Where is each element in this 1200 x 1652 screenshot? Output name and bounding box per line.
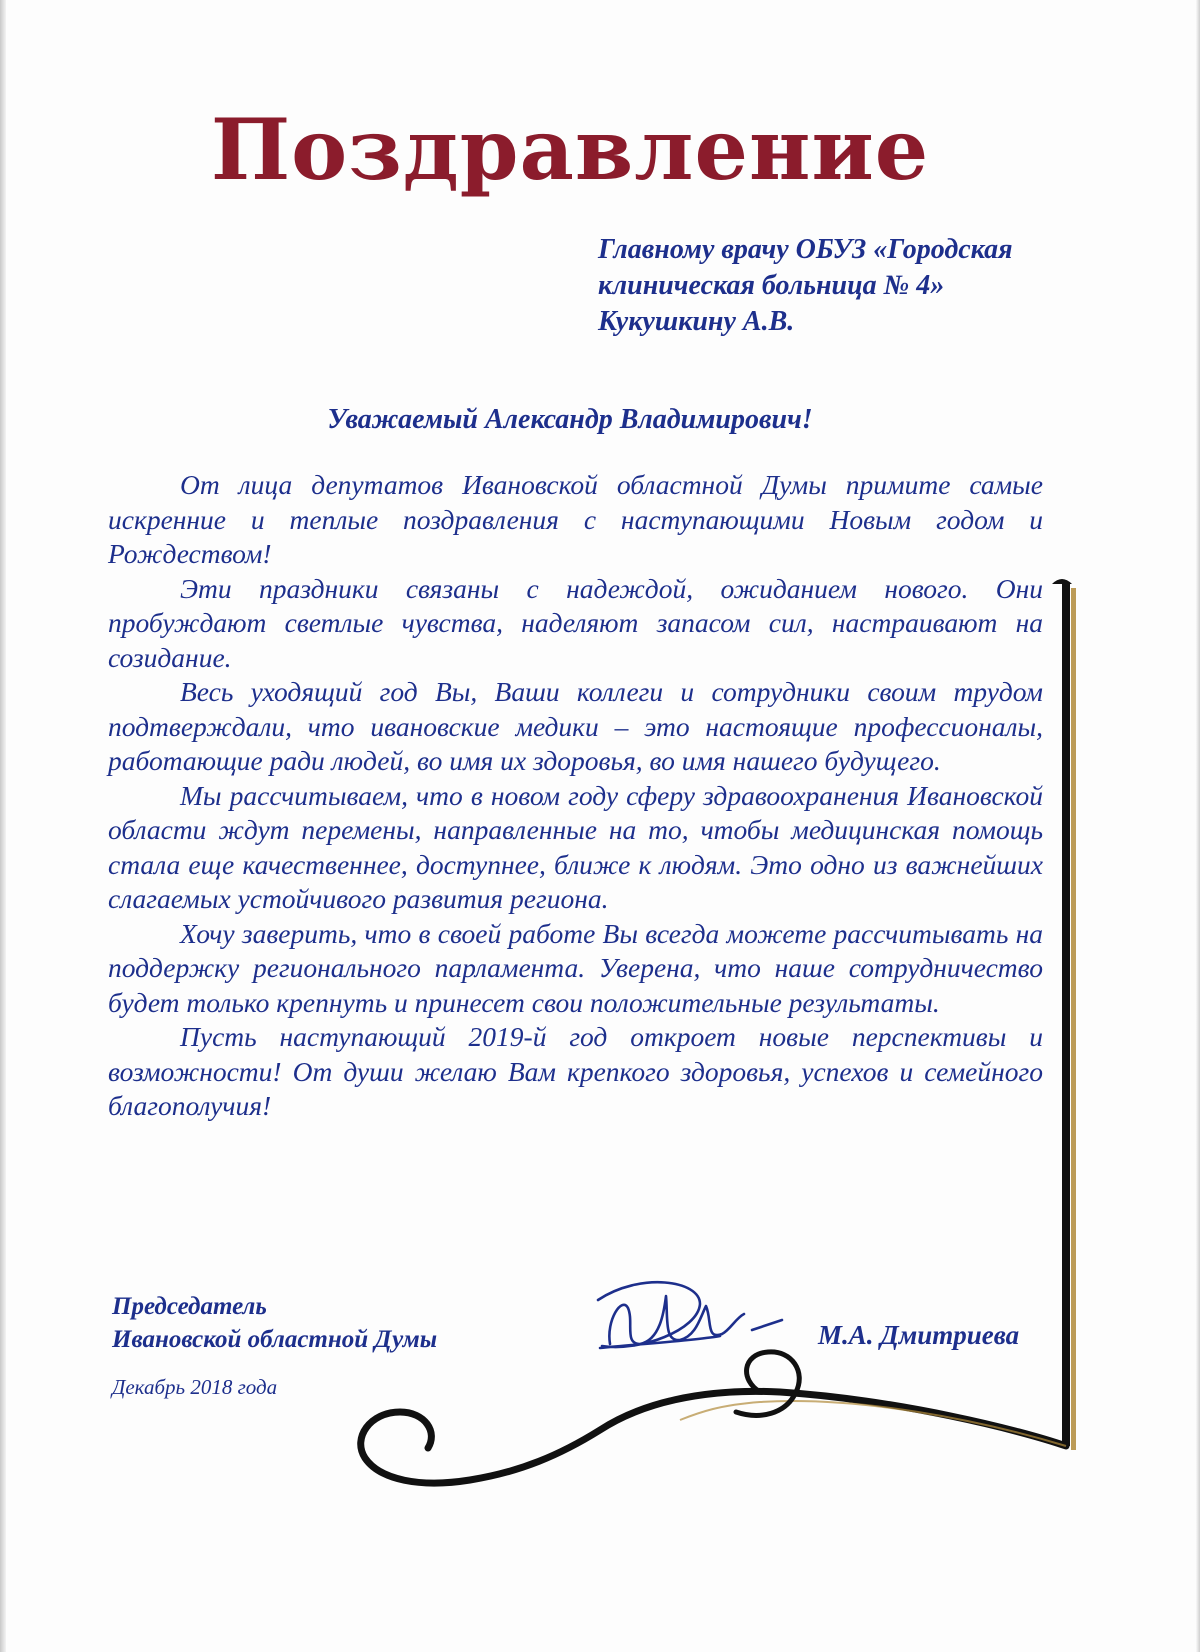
signatory-name: М.А. Дмитриева (818, 1320, 1020, 1350)
body-paragraph: От лица депутатов Ивановской областной Думы примите самые искренние и теплые поздравления с наступающими Новым годом и Рождеством! (108, 469, 1043, 569)
letter-date: Декабрь 2018 года (112, 1375, 278, 1399)
signatory-title-line: Председатель (112, 1293, 267, 1320)
addressee-line: Кукушкину А.В. (598, 306, 795, 337)
addressee-line: клиническая больница № 4» (598, 270, 945, 301)
body-paragraph: Хочу заверить, что в своей работе Вы всегда можете рассчитывать на поддержку регионального парламента. Уверена, что наше сотрудничество будет только крепнуть и принесет свои положительные результаты. (108, 917, 1043, 1018)
body-paragraph: Эти праздники связаны с надеждой, ожиданием нового. Они пробуждают светлые чувства, наделяют запасом сил, настраивают на созидание. (108, 572, 1043, 673)
addressee-line: Главному врачу ОБУЗ «Городская (598, 234, 1013, 265)
body-paragraph: Весь уходящий год Вы, Ваши коллеги и сотрудники своим трудом подтверждали, что ивановские медики – это настоящие профессионалы, работающие ради людей, во имя их здоровья, во имя нашего будущего. (108, 676, 1043, 776)
signatory-title-line: Ивановской областной Думы (112, 1326, 438, 1353)
greeting: Уважаемый Александр Владимирович! (327, 404, 813, 435)
page-title: Поздравление (210, 100, 930, 200)
body-paragraph: Пусть наступающий 2019-й год откроет новые перспективы и возможности! От души желаю Вам крепкого здоровья, успехов и семейного благополучия! (108, 1021, 1043, 1121)
body-paragraph: Мы рассчитываем, что в новом году сферу здравоохранения Ивановской области ждут перемены, направленные на то, чтобы медицинская помощь стала еще качественнее, доступнее, ближе к людям. Это одно из важнейших слагаемых устойчивого развития региона. (108, 779, 1043, 914)
